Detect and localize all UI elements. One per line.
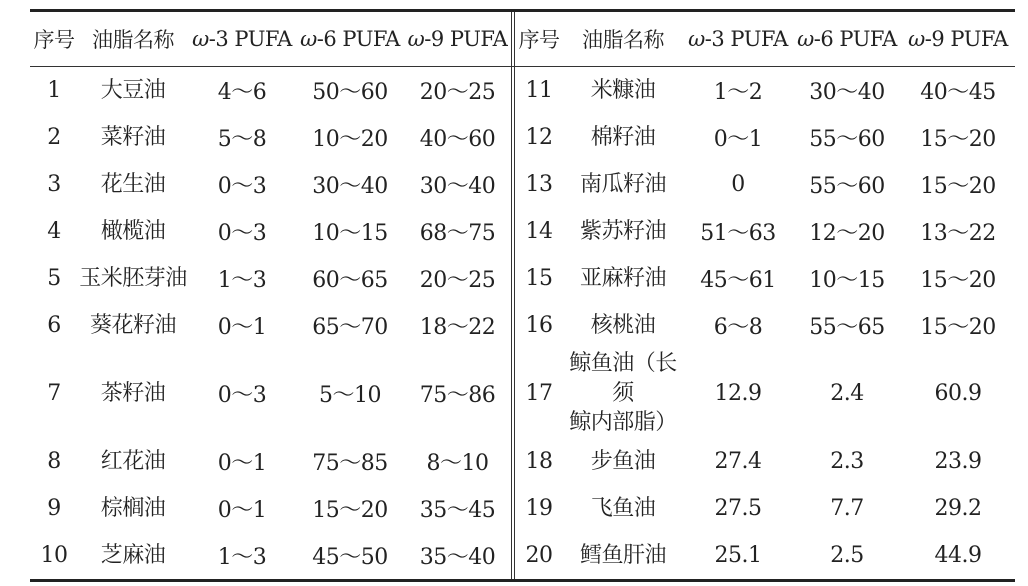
cell-no: 9 — [47, 496, 61, 522]
cell-omega9: 23.9 — [934, 449, 982, 475]
cell-omega3: 0～3 — [217, 383, 267, 409]
cell-omega3: 0～3 — [217, 174, 267, 199]
cell-omega6: 55～65 — [809, 315, 885, 340]
header-omega9-right: ω-9 PUFA — [908, 27, 1008, 51]
cell-name: 葵花籽油 — [89, 312, 176, 338]
table-row — [30, 161, 1015, 208]
cell-no: 20 — [525, 543, 553, 569]
cell-omega9: 15～20 — [920, 315, 996, 340]
table-row — [30, 438, 1015, 485]
table-bottom-rule — [30, 579, 1015, 582]
cell-omega6: 55～60 — [809, 174, 885, 199]
cell-omega9: 44.9 — [934, 543, 982, 569]
cell-no: 12 — [525, 125, 553, 150]
cell-no: 1 — [47, 78, 61, 103]
cell-no: 16 — [525, 313, 553, 338]
cell-omega3: 0～1 — [713, 127, 763, 152]
cell-omega6: 10～15 — [809, 268, 885, 293]
cell-no: 14 — [525, 219, 553, 244]
cell-name: 飞鱼油 — [590, 495, 656, 521]
cell-name: 茶籽油 — [100, 380, 166, 406]
cell-omega9: 60.9 — [934, 381, 982, 407]
header-omega6-right: ω-6 PUFA — [797, 27, 897, 51]
cell-name: 鳕鱼肝油 — [579, 542, 666, 568]
header-omega3-left: ω-3 PUFA — [192, 27, 292, 51]
cell-no: 17 — [525, 381, 553, 407]
pufa-table — [30, 12, 1015, 579]
cell-omega6: 2.5 — [830, 543, 864, 569]
cell-name: 芝麻油 — [100, 542, 166, 568]
cell-name — [563, 349, 683, 438]
header-omega3-right: ω-3 PUFA — [688, 27, 788, 51]
cell-omega9: 15～20 — [920, 174, 996, 199]
cell-omega6: 2.3 — [830, 449, 864, 475]
cell-name: 南瓜籽油 — [579, 171, 666, 197]
cell-no: 7 — [47, 381, 61, 407]
cell-omega6: 15～20 — [312, 498, 388, 524]
cell-omega6: 30～40 — [809, 80, 885, 105]
table-row — [30, 485, 1015, 532]
cell-omega6: 7.7 — [830, 496, 864, 522]
cell-omega6: 55～60 — [809, 127, 885, 152]
cell-no: 2 — [47, 125, 61, 150]
cell-omega6: 2.4 — [830, 381, 864, 407]
cell-name: 大豆油 — [100, 77, 166, 103]
cell-no: 11 — [525, 78, 553, 103]
cell-omega3: 27.4 — [714, 449, 762, 475]
cell-name: 橄榄油 — [100, 218, 166, 244]
cell-omega9: 35～40 — [404, 532, 513, 579]
cell-omega9: 20～25 — [404, 67, 513, 114]
cell-omega9: 40～60 — [404, 114, 513, 161]
cell-name: 花生油 — [100, 171, 166, 197]
pufa-table-container — [30, 9, 1015, 582]
cell-omega3: 0～1 — [217, 451, 267, 477]
cell-omega6: 75～85 — [312, 451, 388, 477]
cell-no: 13 — [525, 172, 553, 197]
cell-omega3: 51～63 — [700, 221, 776, 246]
cell-no: 8 — [47, 449, 61, 475]
cell-no: 4 — [47, 219, 61, 244]
cell-name: 红花油 — [100, 448, 166, 474]
table-row — [30, 532, 1015, 579]
cell-omega9: 75～86 — [404, 349, 513, 438]
cell-omega9: 8～10 — [404, 438, 513, 485]
cell-name-line2: 鲸内部脂） — [569, 410, 677, 436]
cell-no: 6 — [47, 313, 61, 338]
cell-name: 菜籽油 — [100, 124, 166, 150]
header-name-left: 油脂名称 — [92, 28, 174, 52]
cell-omega3: 25.1 — [714, 543, 762, 569]
header-index-left: 序号 — [33, 28, 75, 52]
cell-no: 5 — [47, 266, 61, 291]
cell-name: 紫苏籽油 — [579, 218, 666, 244]
header-index-right: 序号 — [518, 28, 560, 52]
cell-name: 步鱼油 — [590, 448, 656, 474]
cell-no: 19 — [525, 496, 553, 522]
table-row — [30, 208, 1015, 255]
cell-omega6: 65～70 — [312, 315, 388, 340]
cell-omega6: 50～60 — [312, 80, 388, 105]
cell-no: 3 — [47, 172, 61, 197]
cell-omega6: 45～50 — [312, 545, 388, 571]
cell-omega3: 0～1 — [217, 315, 267, 340]
cell-no: 18 — [525, 449, 553, 475]
table-row — [30, 349, 1015, 438]
cell-omega6: 10～20 — [312, 127, 388, 152]
cell-name: 亚麻籽油 — [579, 265, 666, 291]
cell-omega6: 5～10 — [319, 383, 381, 409]
cell-omega6: 12～20 — [809, 221, 885, 246]
cell-omega9: 15～20 — [920, 127, 996, 152]
cell-name: 玉米胚芽油 — [79, 265, 187, 291]
cell-no: 15 — [525, 266, 553, 291]
cell-omega3: 45～61 — [700, 268, 776, 293]
cell-omega6: 10～15 — [312, 221, 388, 246]
table-row — [30, 114, 1015, 161]
cell-omega3: 1～3 — [217, 545, 267, 571]
cell-omega9: 13～22 — [920, 221, 996, 246]
cell-omega3: 12.9 — [714, 381, 762, 407]
cell-name: 棉籽油 — [590, 124, 656, 150]
cell-no: 10 — [40, 543, 68, 569]
cell-omega9: 15～20 — [920, 268, 996, 293]
cell-omega6: 30～40 — [312, 174, 388, 199]
header-omega6-left: ω-6 PUFA — [300, 27, 400, 51]
cell-omega9: 20～25 — [404, 255, 513, 302]
cell-omega3: 1～2 — [713, 80, 763, 105]
cell-omega3: 1～3 — [217, 268, 267, 293]
cell-omega3: 27.5 — [714, 496, 762, 522]
cell-name: 米糠油 — [590, 77, 656, 103]
header-omega9-left: ω-9 PUFA — [404, 12, 513, 66]
cell-omega9: 68～75 — [404, 208, 513, 255]
cell-omega3: 0 — [731, 172, 745, 197]
cell-omega9: 35～45 — [404, 485, 513, 532]
cell-omega3: 0～3 — [217, 221, 267, 246]
cell-omega3: 6～8 — [713, 315, 763, 340]
table-row — [30, 255, 1015, 302]
cell-omega9: 40～45 — [920, 80, 996, 105]
cell-name: 棕榈油 — [100, 495, 166, 521]
cell-name-line1: 鲸鱼油（长须 — [569, 351, 677, 406]
header-row — [30, 12, 1015, 66]
cell-omega9: 29.2 — [934, 496, 982, 522]
header-name-right: 油脂名称 — [582, 28, 664, 52]
cell-omega3: 4～6 — [217, 80, 267, 105]
cell-omega3: 5～8 — [217, 127, 267, 152]
cell-omega6: 60～65 — [312, 268, 388, 293]
cell-omega9: 18～22 — [404, 302, 513, 349]
cell-omega9: 30～40 — [404, 161, 513, 208]
cell-omega3: 0～1 — [217, 498, 267, 524]
cell-name: 核桃油 — [590, 312, 656, 338]
table-row — [30, 302, 1015, 349]
table-row — [30, 67, 1015, 114]
